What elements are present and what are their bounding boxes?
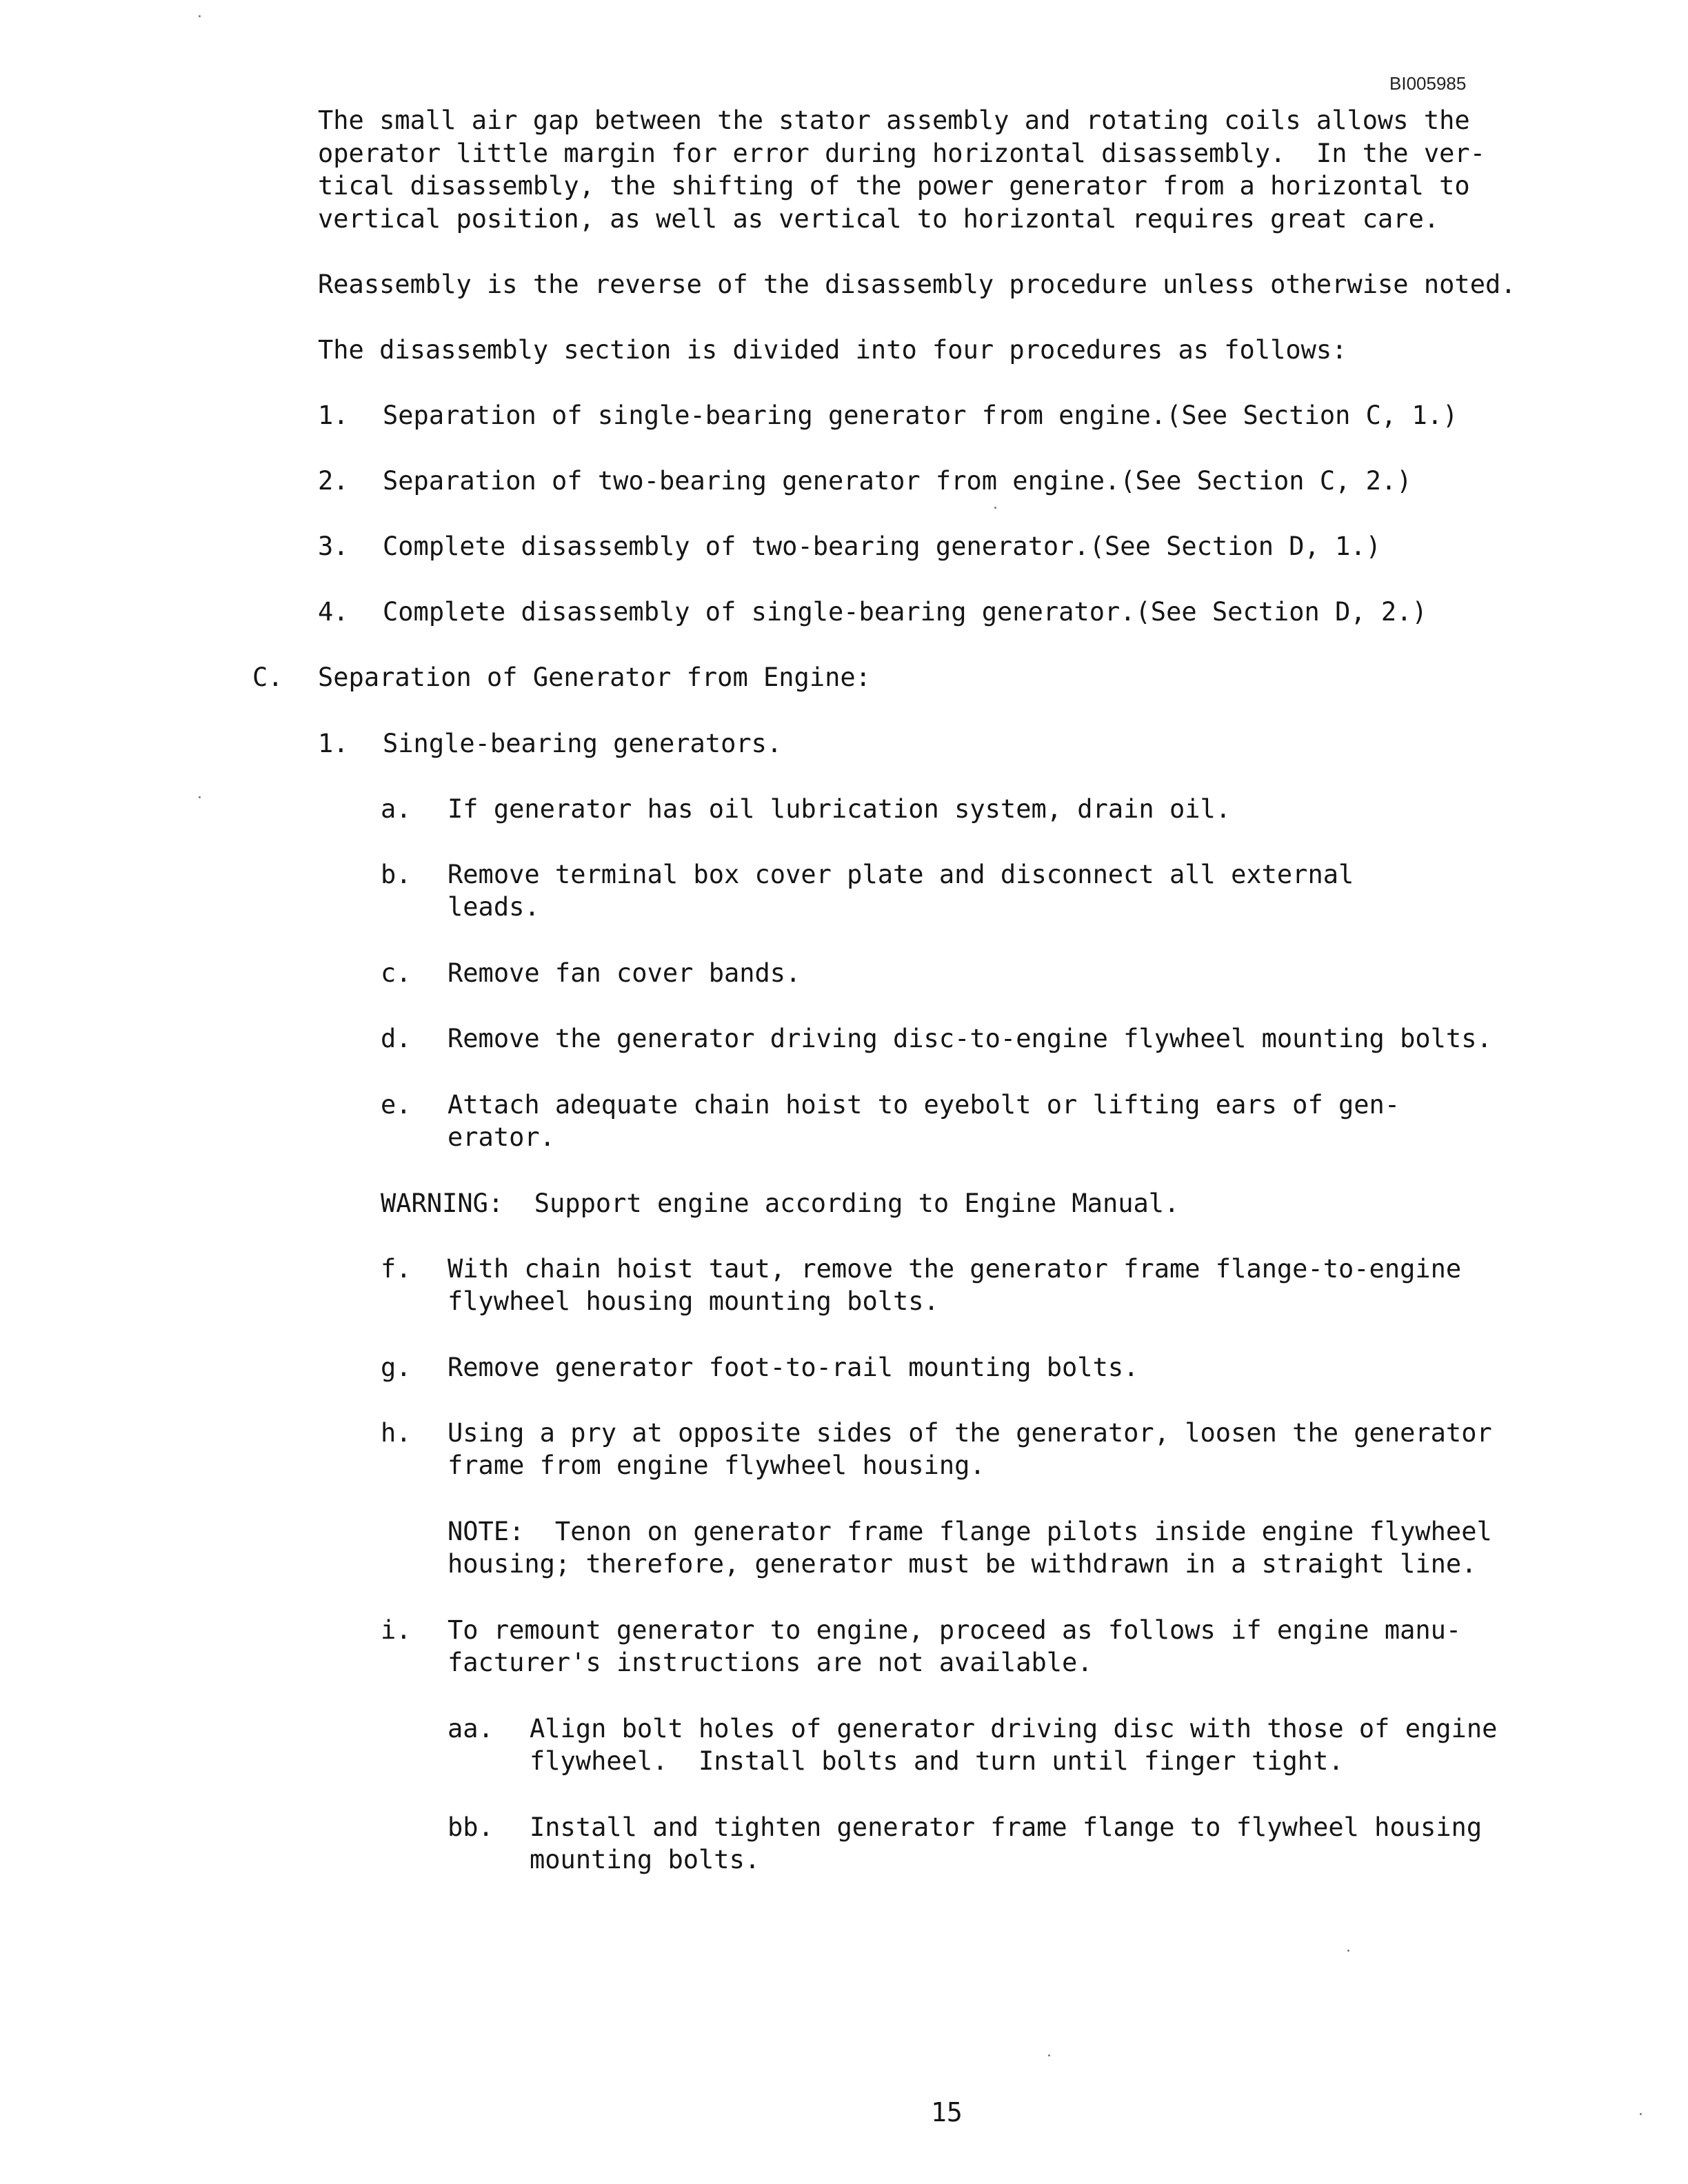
procedure-number: 3. <box>318 532 349 561</box>
step-text: erator. <box>448 1122 555 1152</box>
note-text: housing; therefore, generator must be withdrawn in a straight line. <box>448 1549 1477 1579</box>
subsection-number: 1. <box>318 729 349 758</box>
procedure-text: Separation of two-bearing generator from engine.(See Section C, 2.) <box>383 466 1412 496</box>
page-number: 15 <box>931 2097 963 2127</box>
subsection-title: Single-bearing generators. <box>383 729 783 758</box>
intro-paragraph-line-1: The small air gap between the stator assembly and rotating coils allows the <box>318 105 1470 135</box>
step-text: Remove the generator driving disc-to-engine flywheel mounting bolts. <box>448 1024 1492 1053</box>
step-text: flywheel housing mounting bolts. <box>448 1286 939 1316</box>
procedure-text: Complete disassembly of two-bearing generator.(See Section D, 1.) <box>383 532 1381 561</box>
document-code: BI005985 <box>1389 73 1467 94</box>
step-text: Attach adequate chain hoist to eyebolt or lifting ears of gen- <box>448 1090 1400 1120</box>
procedure-number: 2. <box>318 466 349 496</box>
procedure-text: Separation of single-bearing generator from engine.(See Section C, 1.) <box>383 401 1458 430</box>
substep-text: mounting bolts. <box>530 1845 761 1874</box>
step-letter: a. <box>381 794 412 824</box>
procedure-text: Complete disassembly of single-bearing generator.(See Section D, 2.) <box>383 597 1427 627</box>
step-letter: h. <box>381 1418 412 1448</box>
reassembly-note: Reassembly is the reverse of the disassembly procedure unless otherwise noted. <box>318 270 1516 299</box>
intro-paragraph-line-2: operator little margin for error during horizontal disassembly. In the ver- <box>318 139 1485 168</box>
substep-letter: aa. <box>448 1714 494 1743</box>
scan-speck <box>199 15 201 17</box>
step-text: leads. <box>448 892 540 922</box>
scan-speck <box>1640 2113 1642 2115</box>
substep-letter: bb. <box>448 1812 494 1842</box>
step-text: With chain hoist taut, remove the generator frame flange-to-engine <box>448 1254 1462 1284</box>
step-letter: i. <box>381 1615 412 1645</box>
step-text: Remove terminal box cover plate and disconnect all external <box>448 860 1354 889</box>
note-text: NOTE: Tenon on generator frame flange pilots inside engine flywheel <box>448 1517 1492 1546</box>
step-text: If generator has oil lubrication system, drain oil. <box>448 794 1232 824</box>
procedure-number: 4. <box>318 597 349 627</box>
substep-text: Install and tighten generator frame flange to flywheel housing <box>530 1812 1483 1842</box>
step-text: Using a pry at opposite sides of the generator, loosen the generator <box>448 1418 1492 1448</box>
section-letter: C. <box>252 663 283 692</box>
step-letter: d. <box>381 1024 412 1053</box>
step-text: To remount generator to engine, proceed as follows if engine manu- <box>448 1615 1462 1645</box>
scan-speck <box>1347 1950 1349 1952</box>
scan-speck <box>199 796 201 798</box>
scan-speck <box>1048 2054 1050 2056</box>
substep-text: flywheel. Install bolts and turn until finger tight. <box>530 1746 1344 1776</box>
step-letter: g. <box>381 1353 412 1382</box>
step-letter: e. <box>381 1090 412 1120</box>
step-letter: c. <box>381 958 412 988</box>
substep-text: Align bolt holes of generator driving disc with those of engine <box>530 1714 1498 1743</box>
procedure-number: 1. <box>318 401 349 430</box>
warning-text: WARNING: Support engine according to Engine Manual. <box>381 1189 1180 1218</box>
step-letter: b. <box>381 860 412 889</box>
step-letter: f. <box>381 1254 412 1284</box>
intro-paragraph-line-4: vertical position, as well as vertical to horizontal requires great care. <box>318 204 1440 234</box>
step-text: facturer's instructions are not available. <box>448 1648 1093 1677</box>
step-text: Remove fan cover bands. <box>448 958 801 988</box>
step-text: Remove generator foot-to-rail mounting bolts. <box>448 1353 1139 1382</box>
intro-paragraph-line-3: tical disassembly, the shifting of the power generator from a horizontal to <box>318 171 1470 201</box>
section-title: Separation of Generator from Engine: <box>318 663 871 692</box>
procedures-intro: The disassembly section is divided into four procedures as follows: <box>318 335 1347 365</box>
scan-speck <box>994 507 996 509</box>
step-text: frame from engine flywheel housing. <box>448 1450 985 1480</box>
